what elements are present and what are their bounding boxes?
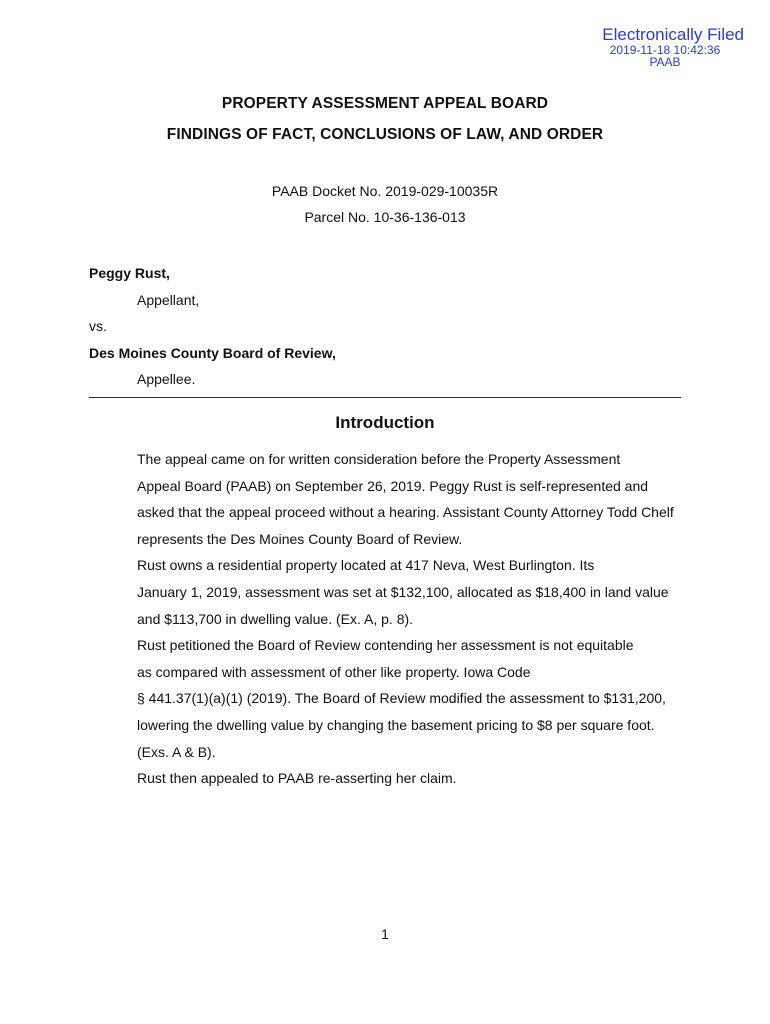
appellant-name: Peggy Rust,: [89, 265, 170, 281]
text-line: Rust petitioned the Board of Review contending her assessment is not equitable: [137, 637, 634, 654]
introduction-body: [89, 446, 681, 792]
paragraph-2: [89, 552, 681, 632]
appellee-role: Appellee.: [137, 371, 196, 387]
document-title: FINDINGS OF FACT, CONCLUSIONS OF LAW, AND ORDER: [166, 126, 604, 143]
text-line: The appeal came on for written consideration before the Property Assessment: [137, 451, 621, 467]
docket-number: PAAB Docket No. 2019-029-10035R: [271, 183, 499, 199]
text-line: and $113,700 in dwelling value. (Ex. A, p. 8).: [137, 610, 414, 627]
paragraph-4: [89, 765, 681, 792]
stamp-timestamp: 2019-11-18 10:42:36: [609, 42, 721, 57]
text-line: lowering the dwelling value by changing the basement pricing to $8 per square foot.: [137, 716, 655, 733]
board-title: PROPERTY ASSESSMENT APPEAL BOARD: [221, 95, 549, 112]
text-line: Appeal Board (PAAB) on September 26, 2019. Peggy Rust is self-represented and: [137, 477, 649, 494]
caption-divider: [89, 397, 681, 398]
section-heading: Introduction: [335, 413, 435, 432]
electronic-filing-stamp: [564, 26, 744, 69]
stamp-filed-label: Electronically Filed: [602, 25, 744, 44]
text-line: (Exs. A & B).: [137, 743, 216, 760]
text-line: asked that the appeal proceed without a hearing. Assistant County Attorney Todd Chelf: [137, 504, 674, 521]
paragraph-3: [89, 632, 681, 765]
text-line: Rust owns a residential property located at 417 Neva, West Burlington. Its: [137, 557, 595, 574]
parcel-number: Parcel No. 10-36-136-013: [304, 209, 466, 225]
appellee-name: Des Moines County Board of Review,: [89, 345, 336, 361]
text-line: Rust then appealed to PAAB re-asserting her claim.: [137, 770, 457, 787]
paragraph-1: [89, 446, 681, 552]
versus-label: vs.: [89, 318, 107, 334]
text-line: § 441.37(1)(a)(1) (2019). The Board of Review modified the assessment to $131,200,: [137, 690, 666, 707]
text-line: represents the Des Moines County Board of Review.: [137, 530, 463, 547]
text-line: January 1, 2019, assessment was set at $132,100, allocated as $18,400 in land value: [137, 583, 669, 600]
page-number: 1: [381, 926, 389, 942]
stamp-agency: PAAB: [649, 55, 681, 70]
appellant-role: Appellant,: [137, 292, 200, 308]
text-line: as compared with assessment of other like property. Iowa Code: [137, 663, 531, 680]
